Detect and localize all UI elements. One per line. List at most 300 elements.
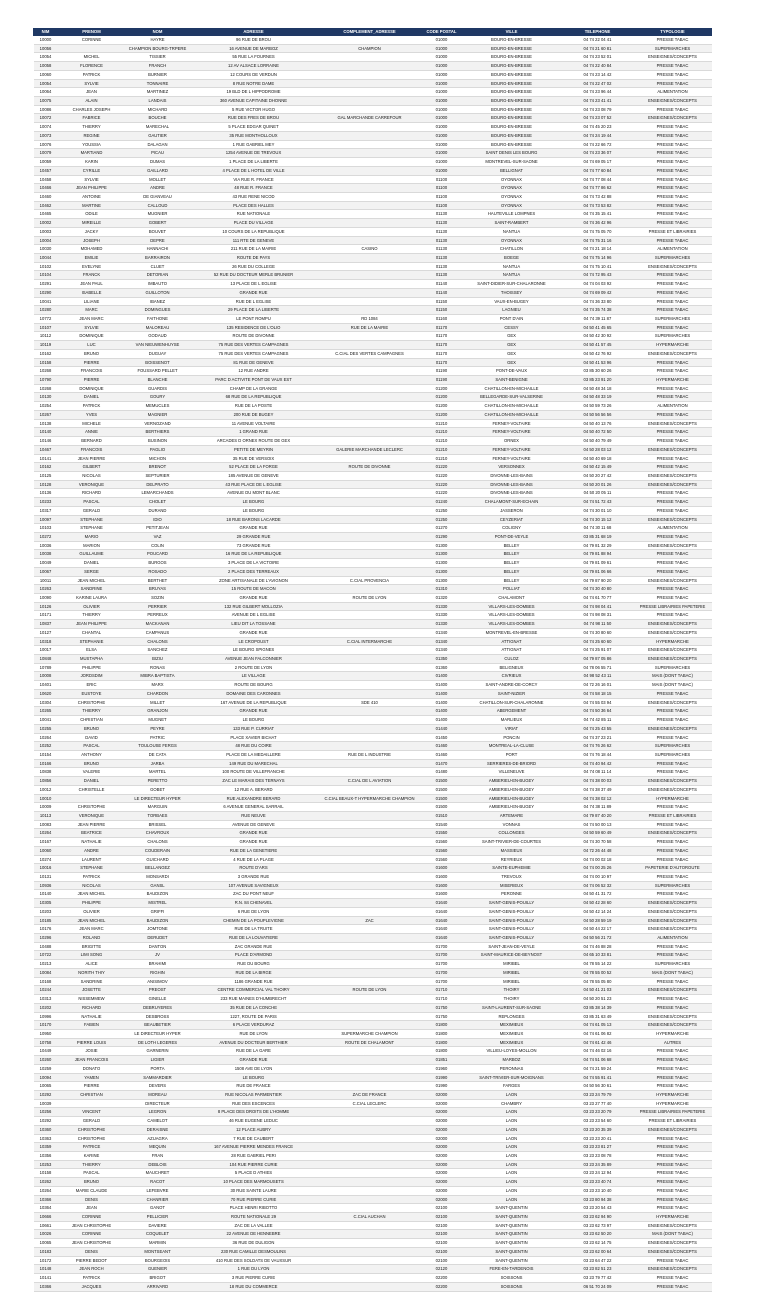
cell-nom[interactable]: SANCHEZ xyxy=(126,646,190,655)
cell-ville[interactable]: BOURG-EN-BRESSE xyxy=(462,114,562,123)
cell-adresse[interactable]: RUE DE LA POSTE xyxy=(190,402,318,411)
cell-telephone[interactable]: 04 74 73 42 88 xyxy=(562,192,634,201)
cell-nom[interactable]: BUSINON xyxy=(126,437,190,446)
table-row[interactable] xyxy=(34,471,712,480)
cell-code-postal[interactable]: 02100 xyxy=(422,1256,462,1265)
cell-prenom[interactable]: PIERRE BEDOT xyxy=(58,1256,126,1265)
cell-id[interactable]: 10317 xyxy=(34,506,58,515)
cell-ville[interactable]: SAINT-QUENTIN xyxy=(462,1204,562,1213)
cell-adresse[interactable]: 18 RUE DU COMMERCE xyxy=(190,1282,318,1291)
cell-id[interactable]: 10016 xyxy=(34,864,58,873)
cell-complement[interactable] xyxy=(318,515,422,524)
cell-adresse[interactable]: 360 AVENUE CAPITAINE DHONNE xyxy=(190,97,318,106)
cell-adresse[interactable]: 48 RUE R. FRANCE xyxy=(190,184,318,193)
cell-typologie[interactable]: ENSEIGNES/CONCEPTS xyxy=(634,53,712,62)
cell-ville[interactable]: OYONNAX xyxy=(462,201,562,210)
cell-prenom[interactable]: PIERRE xyxy=(58,376,126,385)
cell-prenom[interactable]: BRUNO xyxy=(58,1178,126,1187)
cell-id[interactable]: 10103 xyxy=(34,524,58,533)
cell-telephone[interactable]: 04 50 28 03 12 xyxy=(562,445,634,454)
cell-adresse[interactable]: RUE ALEXANDRE BERARD xyxy=(190,794,318,803)
cell-id[interactable]: 10256 xyxy=(34,1108,58,1117)
cell-adresse[interactable]: RUE DES ESCENCES xyxy=(190,1099,318,1108)
cell-complement[interactable] xyxy=(318,785,422,794)
cell-id[interactable]: 10012 xyxy=(34,785,58,794)
cell-code-postal[interactable]: 02200 xyxy=(422,1282,462,1291)
cell-complement[interactable]: CHAMPION xyxy=(318,44,422,53)
table-row[interactable] xyxy=(34,890,712,899)
cell-id[interactable]: 10113 xyxy=(34,811,58,820)
cell-adresse[interactable]: AVENUE DU MONT BLANC xyxy=(190,489,318,498)
table-row[interactable] xyxy=(34,393,712,402)
cell-typologie[interactable]: SUPERMARCHES xyxy=(634,315,712,324)
cell-typologie[interactable]: SUPERMARCHES xyxy=(634,663,712,672)
cell-ville[interactable]: FERNEY-VOLTAIRE xyxy=(462,445,562,454)
cell-complement[interactable] xyxy=(318,934,422,943)
cell-adresse[interactable]: LE CROPOUST xyxy=(190,637,318,646)
cell-id[interactable]: 10065 xyxy=(34,1239,58,1248)
cell-nom[interactable]: PERREUX xyxy=(126,611,190,620)
cell-ville[interactable]: SAINT-BENIGNE xyxy=(462,376,562,385)
cell-id[interactable]: 10125 xyxy=(34,471,58,480)
cell-nom[interactable]: GUENIER xyxy=(126,1265,190,1274)
cell-code-postal[interactable]: 01640 xyxy=(422,934,462,943)
cell-complement[interactable]: C.CIAL INTERMARCHE xyxy=(318,637,422,646)
cell-ville[interactable]: GEX xyxy=(462,332,562,341)
cell-typologie[interactable]: ENSEIGNES/CONCEPTS xyxy=(634,419,712,428)
table-row[interactable] xyxy=(34,1012,712,1021)
cell-nom[interactable]: MICHON xyxy=(126,454,190,463)
cell-ville[interactable]: LAON xyxy=(462,1108,562,1117)
cell-telephone[interactable]: 04 74 69 09 42 xyxy=(562,288,634,297)
cell-prenom[interactable]: GUILLAUME xyxy=(58,550,126,559)
cell-code-postal[interactable]: 01340 xyxy=(422,637,462,646)
cell-ville[interactable]: THOISSEY xyxy=(462,288,562,297)
cell-adresse[interactable]: RUE DE LA LOUVATIERE xyxy=(190,934,318,943)
cell-ville[interactable]: LAON xyxy=(462,1117,562,1126)
cell-id[interactable]: 10130 xyxy=(34,393,58,402)
cell-id[interactable]: 10104 xyxy=(34,271,58,280)
cell-telephone[interactable]: 04 74 23 52 01 xyxy=(562,53,634,62)
cell-complement[interactable] xyxy=(318,759,422,768)
cell-prenom[interactable]: SANDRINE xyxy=(58,585,126,594)
cell-id[interactable]: 10203 xyxy=(34,907,58,916)
cell-code-postal[interactable]: 01400 xyxy=(422,689,462,698)
cell-prenom[interactable]: STEPHANE xyxy=(58,515,126,524)
cell-code-postal[interactable]: 01000 xyxy=(422,79,462,88)
cell-telephone[interactable]: 04 74 38 11 89 xyxy=(562,803,634,812)
cell-id[interactable]: 10128 xyxy=(34,480,58,489)
cell-id[interactable]: 10072 xyxy=(34,114,58,123)
table-row[interactable] xyxy=(34,36,712,45)
cell-telephone[interactable]: 04 79 81 32 29 xyxy=(562,541,634,550)
cell-complement[interactable] xyxy=(318,219,422,228)
cell-adresse[interactable]: R.N. 84 CHENAVEL xyxy=(190,899,318,908)
cell-telephone[interactable]: 04 74 30 01 10 xyxy=(562,506,634,515)
cell-code-postal[interactable]: 01000 xyxy=(422,114,462,123)
cell-complement[interactable] xyxy=(318,271,422,280)
cell-ville[interactable]: PONT-DE-VAUX xyxy=(462,367,562,376)
cell-ville[interactable]: PORT xyxy=(462,750,562,759)
cell-prenom[interactable]: DANIEL xyxy=(58,559,126,568)
cell-complement[interactable] xyxy=(318,140,422,149)
cell-telephone[interactable]: 04 74 72 95 43 xyxy=(562,271,634,280)
cell-code-postal[interactable]: 01990 xyxy=(422,1073,462,1082)
cell-telephone[interactable]: 04 74 23 08 79 xyxy=(562,105,634,114)
cell-id[interactable]: 10466 xyxy=(34,184,58,193)
cell-ville[interactable]: CESSY xyxy=(462,323,562,332)
cell-code-postal[interactable]: 01460 xyxy=(422,742,462,751)
cell-telephone[interactable]: 04 79 87 40 20 xyxy=(562,811,634,820)
cell-id[interactable]: 10185 xyxy=(34,916,58,925)
cell-code-postal[interactable]: 01510 xyxy=(422,811,462,820)
cell-id[interactable]: 10172 xyxy=(34,1256,58,1265)
cell-nom[interactable]: FRANCH xyxy=(126,62,190,71)
cell-typologie[interactable]: ALIMENTATION xyxy=(634,88,712,97)
cell-id[interactable]: 10008 xyxy=(34,672,58,681)
cell-id[interactable]: 10168 xyxy=(34,977,58,986)
cell-code-postal[interactable]: 01210 xyxy=(422,437,462,446)
cell-id[interactable]: 10094 xyxy=(34,1073,58,1082)
cell-typologie[interactable]: PRESSE TABAC xyxy=(634,79,712,88)
cell-ville[interactable]: MEXIMIEUX xyxy=(462,1029,562,1038)
cell-adresse[interactable]: 167 AVENUE DE LA REPUBLIQUE xyxy=(190,698,318,707)
column-header-adresse[interactable]: ADRESSE xyxy=(190,29,318,36)
cell-ville[interactable]: TREVOUX xyxy=(462,873,562,882)
cell-adresse[interactable]: 75 RUE DES VERTES CAMPAGNES xyxy=(190,349,318,358)
cell-typologie[interactable]: ENSEIGNES/CONCEPTS xyxy=(634,349,712,358)
column-header-nom[interactable]: NOM xyxy=(126,29,190,36)
cell-id[interactable]: 10789 xyxy=(34,663,58,672)
cell-code-postal[interactable]: 01100 xyxy=(422,184,462,193)
cell-prenom[interactable]: BRIGITTE xyxy=(58,942,126,951)
cell-id[interactable]: 10039 xyxy=(34,1099,58,1108)
table-row[interactable] xyxy=(34,175,712,184)
cell-typologie[interactable]: PRESSE TABAC xyxy=(634,1178,712,1187)
cell-complement[interactable] xyxy=(318,123,422,132)
cell-telephone[interactable]: 04 79 87 90 20 xyxy=(562,576,634,585)
cell-adresse[interactable]: PETITE DE MEYRIN xyxy=(190,445,318,454)
cell-adresse[interactable]: CHAMP DE LA GRANGE xyxy=(190,384,318,393)
cell-nom[interactable]: DIRECTEUR xyxy=(126,1099,190,1108)
cell-nom[interactable]: SOZIN xyxy=(126,594,190,603)
cell-id[interactable]: 10044 xyxy=(34,253,58,262)
cell-typologie[interactable]: SUPERMARCHES xyxy=(634,253,712,262)
cell-id[interactable]: 10059 xyxy=(34,158,58,167)
cell-typologie[interactable]: PRESSE TABAC xyxy=(634,567,712,576)
cell-typologie[interactable]: PRESSE TABAC xyxy=(634,559,712,568)
cell-prenom[interactable]: DENIS xyxy=(58,1195,126,1204)
cell-code-postal[interactable]: 01130 xyxy=(422,271,462,280)
cell-telephone[interactable]: 04 74 30 40 80 xyxy=(562,585,634,594)
cell-prenom[interactable]: ANDRE xyxy=(58,846,126,855)
cell-typologie[interactable]: PRESSE TABAC xyxy=(634,149,712,158)
cell-complement[interactable]: ROUTE DE LYON xyxy=(318,594,422,603)
cell-prenom[interactable]: CHRISTOPHE xyxy=(58,698,126,707)
table-row[interactable] xyxy=(34,951,712,960)
cell-nom[interactable]: TONNAIRE xyxy=(126,79,190,88)
cell-id[interactable]: 10758 xyxy=(34,1038,58,1047)
cell-prenom[interactable]: CHARLES JOSEPH xyxy=(58,105,126,114)
cell-telephone[interactable]: 04 50 56 30 61 xyxy=(562,1082,634,1091)
cell-telephone[interactable]: 04 74 61 42 46 xyxy=(562,1038,634,1047)
cell-code-postal[interactable]: 01300 xyxy=(422,541,462,550)
cell-prenom[interactable]: JEAN xyxy=(58,1204,126,1213)
cell-adresse[interactable]: GRANDE RUE xyxy=(190,707,318,716)
cell-adresse[interactable]: LE BOURG xyxy=(190,1073,318,1082)
cell-prenom[interactable]: OLIVIER xyxy=(58,602,126,611)
cell-complement[interactable] xyxy=(318,951,422,960)
cell-typologie[interactable]: PRESSE TABAC xyxy=(634,1195,712,1204)
cell-typologie[interactable]: PRESSE TABAC xyxy=(634,175,712,184)
table-row[interactable] xyxy=(34,192,712,201)
cell-telephone[interactable]: 04 50 48 33 19 xyxy=(562,393,634,402)
cell-ville[interactable]: BOURG-EN-BRESSE xyxy=(462,70,562,79)
cell-complement[interactable] xyxy=(318,1056,422,1065)
cell-prenom[interactable]: EUSTOYE xyxy=(58,689,126,698)
table-row[interactable] xyxy=(34,855,712,864)
cell-nom[interactable]: GARNERIN xyxy=(126,1047,190,1056)
cell-code-postal[interactable]: 01250 xyxy=(422,506,462,515)
cell-telephone[interactable]: 03 23 23 81 27 xyxy=(562,1143,634,1152)
table-row[interactable] xyxy=(34,1099,712,1108)
cell-prenom[interactable]: JEAN MICHEL xyxy=(58,576,126,585)
cell-code-postal[interactable]: 02000 xyxy=(422,1143,462,1152)
cell-id[interactable]: 10267 xyxy=(34,410,58,419)
cell-typologie[interactable]: MAIS (DONT TABAC) xyxy=(634,681,712,690)
cell-complement[interactable] xyxy=(318,201,422,210)
cell-nom[interactable]: PEYRE xyxy=(126,724,190,733)
cell-prenom[interactable]: ANTOINE xyxy=(58,192,126,201)
cell-typologie[interactable]: PRESSE TABAC xyxy=(634,1003,712,1012)
cell-complement[interactable] xyxy=(318,995,422,1004)
cell-code-postal[interactable]: 01100 xyxy=(422,175,462,184)
cell-nom[interactable]: JARBA xyxy=(126,759,190,768)
cell-prenom[interactable]: PATRICK xyxy=(58,873,126,882)
cell-ville[interactable]: JASSERON xyxy=(462,506,562,515)
cell-ville[interactable]: SAINTE-EUPHEMIE xyxy=(462,864,562,873)
cell-complement[interactable] xyxy=(318,297,422,306)
cell-ville[interactable]: CHALAMONT-SUR-ECHAIN xyxy=(462,498,562,507)
cell-nom[interactable]: CHANRIER xyxy=(126,1195,190,1204)
cell-code-postal[interactable]: 02000 xyxy=(422,1099,462,1108)
cell-id[interactable]: 10136 xyxy=(34,489,58,498)
cell-typologie[interactable]: PRESSE TABAC xyxy=(634,1134,712,1143)
cell-typologie[interactable]: PRESSE TABAC xyxy=(634,367,712,376)
cell-ville[interactable]: FERNEY-VOLTAIRE xyxy=(462,454,562,463)
cell-ville[interactable]: LAON xyxy=(462,1186,562,1195)
cell-telephone[interactable]: 04 50 20 51 23 xyxy=(562,995,634,1004)
cell-nom[interactable]: DEBLOIS xyxy=(126,1160,190,1169)
cell-adresse[interactable]: PLACE DES HALLES xyxy=(190,201,318,210)
cell-ville[interactable]: MEXIMIEUX xyxy=(462,1021,562,1030)
cell-adresse[interactable]: 230 RUE CAMILLE DESMOULINS xyxy=(190,1247,318,1256)
cell-nom[interactable]: BURGOS xyxy=(126,559,190,568)
cell-ville[interactable]: SAINT-MAURICE-DE-BEYNOST xyxy=(462,951,562,960)
cell-adresse[interactable]: ZAC LE MARAIS DES TERNAYS xyxy=(190,777,318,786)
cell-complement[interactable] xyxy=(318,210,422,219)
cell-ville[interactable]: SAINT-QUENTIN xyxy=(462,1247,562,1256)
cell-adresse[interactable]: RUE DE LA TRUITE xyxy=(190,925,318,934)
table-row[interactable] xyxy=(34,1274,712,1283)
cell-complement[interactable] xyxy=(318,567,422,576)
cell-adresse[interactable]: LE BOURG SPIGNES xyxy=(190,646,318,655)
cell-id[interactable]: 10364 xyxy=(34,1204,58,1213)
cell-nom[interactable]: CHALONS xyxy=(126,838,190,847)
cell-ville[interactable]: POLLIAT xyxy=(462,585,562,594)
cell-prenom[interactable]: FLORENCE xyxy=(58,62,126,71)
cell-ville[interactable]: MASSIEUX xyxy=(462,846,562,855)
cell-typologie[interactable]: SUPERMARCHES xyxy=(634,960,712,969)
cell-adresse[interactable]: ZAC DU PONT NEUF xyxy=(190,890,318,899)
cell-ville[interactable]: PONCIN xyxy=(462,733,562,742)
cell-complement[interactable] xyxy=(318,1195,422,1204)
cell-code-postal[interactable]: 02000 xyxy=(422,1160,462,1169)
cell-typologie[interactable]: PRESSE TABAC xyxy=(634,210,712,219)
cell-prenom[interactable]: JEAN MARC xyxy=(58,925,126,934)
cell-id[interactable]: 10170 xyxy=(34,1021,58,1030)
cell-complement[interactable] xyxy=(318,855,422,864)
cell-nom[interactable]: PREOST xyxy=(126,986,190,995)
table-row[interactable] xyxy=(34,942,712,951)
cell-id[interactable]: 10401 xyxy=(34,681,58,690)
cell-typologie[interactable]: PRESSE TABAC xyxy=(634,393,712,402)
table-row[interactable] xyxy=(34,332,712,341)
cell-complement[interactable] xyxy=(318,864,422,873)
cell-typologie[interactable]: AUTRES xyxy=(634,1038,712,1047)
cell-prenom[interactable]: ALAIN xyxy=(58,97,126,106)
cell-adresse[interactable]: RUE NEUVE xyxy=(190,811,318,820)
cell-adresse[interactable]: 1227, ROUTE DE PARIS xyxy=(190,1012,318,1021)
cell-prenom[interactable]: LIMI SONG xyxy=(58,951,126,960)
cell-nom[interactable]: DEBRUYERES xyxy=(126,1003,190,1012)
cell-typologie[interactable]: PRESSE TABAC xyxy=(634,855,712,864)
cell-complement[interactable] xyxy=(318,716,422,725)
cell-code-postal[interactable]: 01340 xyxy=(422,646,462,655)
cell-typologie[interactable]: PRESSE TABAC xyxy=(634,1256,712,1265)
cell-id[interactable]: 10457 xyxy=(34,166,58,175)
cell-code-postal[interactable]: 01800 xyxy=(422,1047,462,1056)
cell-code-postal[interactable]: 01350 xyxy=(422,655,462,664)
cell-ville[interactable]: SAINT-QUENTIN xyxy=(462,1239,562,1248)
cell-ville[interactable]: MONTREAL-LA-CLUSE xyxy=(462,742,562,751)
cell-ville[interactable]: VAUX-EN-BUGEY xyxy=(462,297,562,306)
cell-ville[interactable]: SAINT-GENIS-POUILLY xyxy=(462,916,562,925)
cell-complement[interactable] xyxy=(318,611,422,620)
cell-typologie[interactable]: PRESSE TABAC xyxy=(634,123,712,132)
cell-id[interactable]: 10305 xyxy=(34,899,58,908)
cell-id[interactable]: 10131 xyxy=(34,873,58,882)
cell-ville[interactable]: SAINT-RAMBERT xyxy=(462,219,562,228)
cell-complement[interactable] xyxy=(318,890,422,899)
cell-nom[interactable]: PAGLIO xyxy=(126,445,190,454)
cell-telephone[interactable]: 03 23 23 54 60 xyxy=(562,1117,634,1126)
table-row[interactable] xyxy=(34,1213,712,1222)
cell-id[interactable]: 10260 xyxy=(34,1056,58,1065)
cell-adresse[interactable]: 233 RUE MAINES D'HUMBRECHT xyxy=(190,995,318,1004)
cell-typologie[interactable]: HYPERMARCHE xyxy=(634,637,712,646)
cell-id[interactable]: 10244 xyxy=(34,986,58,995)
table-row[interactable] xyxy=(34,1160,712,1169)
table-row[interactable] xyxy=(34,803,712,812)
cell-telephone[interactable]: 04 50 40 69 18 xyxy=(562,454,634,463)
cell-id[interactable]: 10366 xyxy=(34,1282,58,1291)
cell-nom[interactable]: AZUAGRA xyxy=(126,1134,190,1143)
cell-id[interactable]: 10084 xyxy=(34,968,58,977)
cell-adresse[interactable]: 29 PLACE DE LA LIBERTE xyxy=(190,306,318,315)
cell-adresse[interactable]: ROUTE D'ARS xyxy=(190,864,318,873)
cell-prenom[interactable]: MARC xyxy=(58,306,126,315)
cell-nom[interactable]: PELLICIER xyxy=(126,1213,190,1222)
cell-code-postal[interactable]: 01160 xyxy=(422,315,462,324)
cell-ville[interactable]: CULOZ xyxy=(462,655,562,664)
cell-adresse[interactable]: 15 ROUTE DE MACON xyxy=(190,585,318,594)
cell-nom[interactable]: BAUDIZON xyxy=(126,890,190,899)
cell-nom[interactable]: RACOT xyxy=(126,1178,190,1187)
cell-complement[interactable] xyxy=(318,559,422,568)
table-row[interactable] xyxy=(34,315,712,324)
cell-nom[interactable]: PATRIC xyxy=(126,733,190,742)
cell-id[interactable]: 10848 xyxy=(34,655,58,664)
table-row[interactable] xyxy=(34,846,712,855)
cell-telephone[interactable]: 04 74 77 08 44 xyxy=(562,175,634,184)
cell-nom[interactable]: CHAMPION BOURG-TRPERE xyxy=(126,44,190,53)
cell-adresse[interactable]: 26 RUE DU COLLEGE xyxy=(190,262,318,271)
cell-typologie[interactable]: PRESSE TABAC xyxy=(634,454,712,463)
cell-ville[interactable]: VONNAS xyxy=(462,820,562,829)
cell-telephone[interactable]: 04 50 59 60 49 xyxy=(562,829,634,838)
cell-complement[interactable] xyxy=(318,410,422,419)
cell-id[interactable]: 10772 xyxy=(34,315,58,324)
cell-id[interactable]: 10140 xyxy=(34,428,58,437)
cell-ville[interactable]: MARLIEUX xyxy=(462,716,562,725)
cell-prenom[interactable]: FABIEN xyxy=(58,1021,126,1030)
cell-telephone[interactable]: 04 78 06 55 71 xyxy=(562,663,634,672)
cell-adresse[interactable]: PARC D ACTIVITE PONT DE VAUX EST xyxy=(190,376,318,385)
cell-telephone[interactable]: 04 74 25 91 07 xyxy=(562,646,634,655)
cell-code-postal[interactable]: 01200 xyxy=(422,410,462,419)
cell-id[interactable]: 10074 xyxy=(34,123,58,132)
cell-telephone[interactable]: 04 74 23 07 52 xyxy=(562,114,634,123)
cell-prenom[interactable]: KARIN xyxy=(58,158,126,167)
cell-ville[interactable]: ATTIGNAT xyxy=(462,646,562,655)
cell-adresse[interactable]: GRANDE RUE xyxy=(190,628,318,637)
cell-ville[interactable]: SAINT-JEAN-DE-VEYLE xyxy=(462,942,562,951)
cell-ville[interactable]: GEX xyxy=(462,358,562,367)
cell-typologie[interactable]: ENSEIGNES/CONCEPTS xyxy=(634,1247,712,1256)
cell-nom[interactable]: DEVERS xyxy=(126,1082,190,1091)
cell-telephone[interactable]: 04 74 38 37 49 xyxy=(562,785,634,794)
cell-complement[interactable] xyxy=(318,628,422,637)
cell-code-postal[interactable]: 01710 xyxy=(422,986,462,995)
table-row[interactable] xyxy=(34,201,712,210)
cell-nom[interactable]: MARTEL xyxy=(126,768,190,777)
cell-typologie[interactable]: MAIS (DONT TABAC) xyxy=(634,1230,712,1239)
cell-id[interactable]: 10076 xyxy=(34,140,58,149)
cell-code-postal[interactable]: 01220 xyxy=(422,480,462,489)
cell-telephone[interactable]: 03 23 64 47 22 xyxy=(562,1256,634,1265)
table-row[interactable] xyxy=(34,541,712,550)
cell-prenom[interactable]: ROLAND xyxy=(58,934,126,943)
cell-telephone[interactable]: 04 74 98 08 31 xyxy=(562,611,634,620)
cell-telephone[interactable]: 04 74 75 14 96 xyxy=(562,253,634,262)
cell-prenom[interactable]: STEPHANIE xyxy=(58,637,126,646)
cell-complement[interactable]: C.CIAL DE L AVIATION xyxy=(318,777,422,786)
cell-nom[interactable]: BRISSEL xyxy=(126,820,190,829)
table-row[interactable] xyxy=(34,794,712,803)
cell-ville[interactable]: SAINT-QUENTIN xyxy=(462,1256,562,1265)
cell-typologie[interactable]: ENSEIGNES/CONCEPTS xyxy=(634,1239,712,1248)
